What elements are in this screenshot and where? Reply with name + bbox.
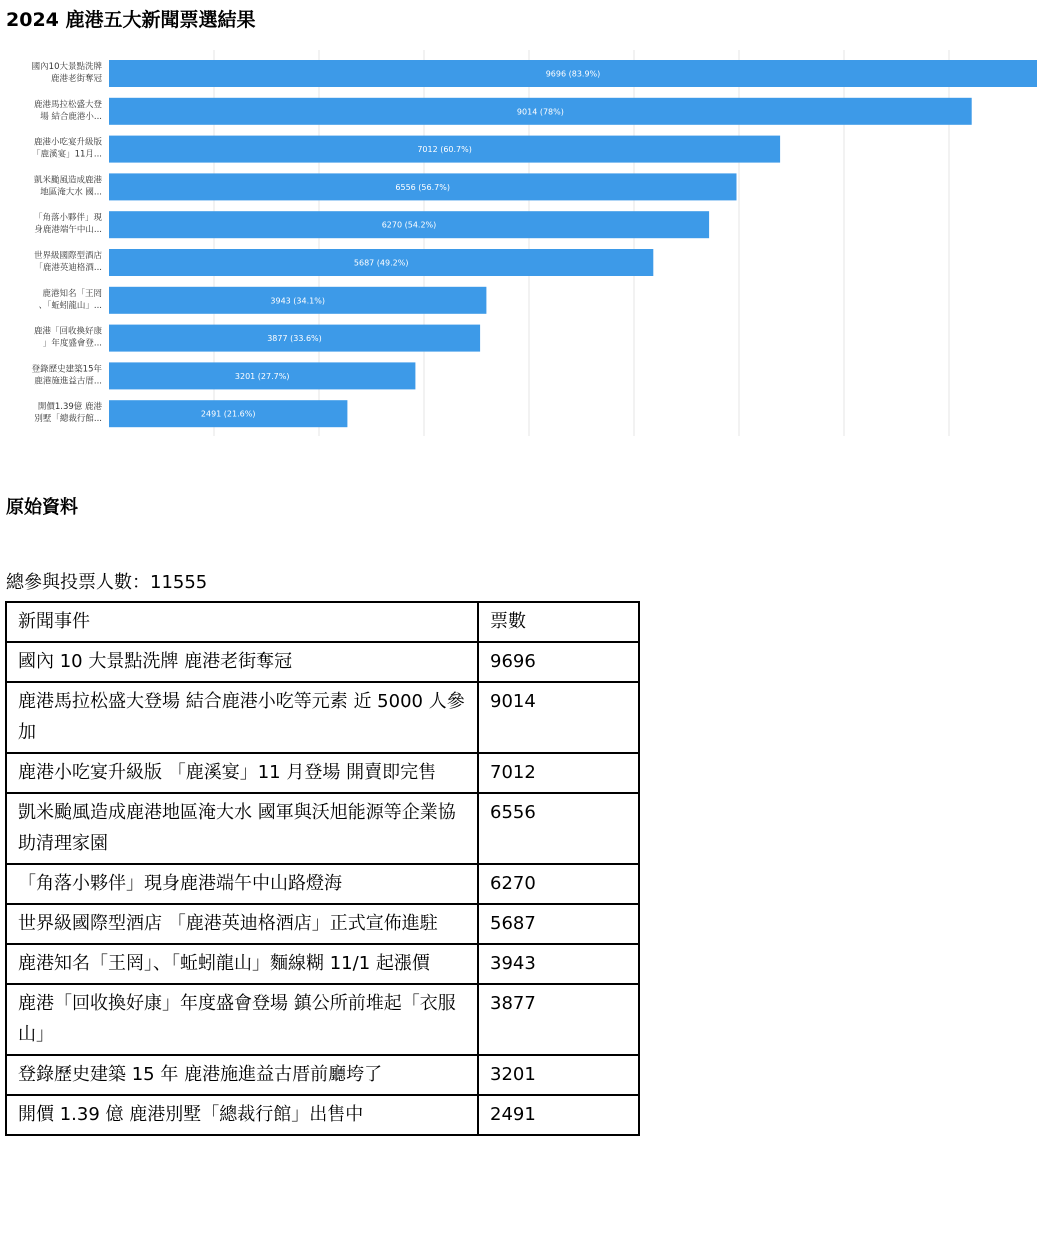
chart-category-labels bbox=[32, 61, 103, 424]
table-cell-event: 開價 1.39 億 鹿港別墅「總裁行館」出售中 bbox=[6, 1095, 478, 1135]
category-label: 國內10大景點洗牌 bbox=[31, 62, 102, 72]
total-voters-line bbox=[6, 571, 207, 595]
table-row bbox=[6, 944, 639, 984]
table-row bbox=[6, 1055, 639, 1095]
category-label: 鹿港馬拉松盛大登 bbox=[33, 99, 102, 110]
bar-data-label: 3943 (34.1%) bbox=[270, 296, 325, 306]
table-cell-votes: 2491 bbox=[478, 1095, 639, 1135]
table-header-votes: 票數 bbox=[478, 602, 639, 642]
table-row bbox=[6, 904, 639, 944]
table-row bbox=[6, 642, 639, 682]
category-label: 」年度盛會登... bbox=[42, 338, 102, 349]
total-voters-label: 總參與投票人數： bbox=[6, 572, 150, 593]
category-label: 、「蚯蚓龍山」... bbox=[38, 300, 102, 311]
bar-data-label: 9696 (83.9%) bbox=[545, 69, 601, 79]
category-label: 「鹿港英迪格酒... bbox=[34, 263, 102, 273]
table-row bbox=[6, 1095, 639, 1135]
bar-data-label: 6556 (56.7%) bbox=[395, 182, 450, 192]
table-row bbox=[6, 864, 639, 904]
category-label: 凱米颱風造成鹿港 bbox=[33, 175, 102, 186]
table-cell-event: 「角落小夥伴」現身鹿港端午中山路燈海 bbox=[6, 864, 478, 904]
category-label: 開價1.39億 鹿港 bbox=[37, 402, 102, 413]
table-cell-votes: 6556 bbox=[478, 793, 639, 864]
table-cell-votes: 9014 bbox=[478, 682, 639, 753]
table-cell-votes: 5687 bbox=[478, 904, 639, 944]
vote-bar-chart bbox=[0, 50, 1049, 446]
table-cell-votes: 7012 bbox=[478, 753, 639, 793]
table-cell-event: 鹿港「回收換好康」年度盛會登場 鎮公所前堆起「衣服山」 bbox=[6, 984, 478, 1055]
category-label: 身鹿港端午中山... bbox=[34, 225, 102, 236]
category-label: 場 結合鹿港小... bbox=[40, 111, 102, 122]
table-row bbox=[6, 793, 639, 864]
category-label: 「鹿溪宴」11月... bbox=[32, 149, 102, 160]
category-label: 地區淹大水 國... bbox=[40, 187, 102, 198]
category-label: 鹿港小吃宴升級版 bbox=[33, 137, 102, 148]
table-row bbox=[6, 682, 639, 753]
bar-data-label: 6270 (54.2%) bbox=[381, 220, 437, 230]
bar-data-label: 3877 (33.6%) bbox=[267, 334, 322, 344]
table-header-row bbox=[6, 602, 639, 642]
table-cell-event: 凱米颱風造成鹿港地區淹大水 國軍與沃旭能源等企業協助清理家園 bbox=[6, 793, 478, 864]
table-row bbox=[6, 984, 639, 1055]
category-label: 鹿港老街奪冠 bbox=[50, 74, 102, 84]
table-cell-event: 登錄歷史建築 15 年 鹿港施進益古厝前廳垮了 bbox=[6, 1055, 478, 1095]
table-cell-event: 鹿港小吃宴升級版 「鹿溪宴」11 月登場 開賣即完售 bbox=[6, 753, 478, 793]
bar-data-label: 9014 (78%) bbox=[516, 107, 564, 117]
table-cell-votes: 3877 bbox=[478, 984, 639, 1055]
category-label: 鹿港知名「王罔 bbox=[42, 288, 102, 299]
table-cell-votes: 9696 bbox=[478, 642, 639, 682]
table-cell-event: 國內 10 大景點洗牌 鹿港老街奪冠 bbox=[6, 642, 478, 682]
category-label: 鹿港「回收換好康 bbox=[33, 326, 102, 337]
raw-data-table-body bbox=[6, 602, 639, 1135]
raw-data-heading: 原始資料 bbox=[6, 497, 78, 518]
table-cell-votes: 3201 bbox=[478, 1055, 639, 1095]
table-row bbox=[6, 753, 639, 793]
page-title: 2024 鹿港五大新聞票選結果 bbox=[6, 9, 256, 31]
raw-data-table bbox=[5, 601, 640, 1136]
total-voters-value: 11555 bbox=[150, 572, 208, 593]
table-cell-event: 世界級國際型酒店 「鹿港英迪格酒店」正式宣佈進駐 bbox=[6, 904, 478, 944]
table-cell-votes: 6270 bbox=[478, 864, 639, 904]
table-header-event: 新聞事件 bbox=[6, 602, 478, 642]
category-label: 世界級國際型酒店 bbox=[33, 251, 102, 261]
table-cell-event: 鹿港馬拉松盛大登場 結合鹿港小吃等元素 近 5000 人參加 bbox=[6, 682, 478, 753]
category-label: 鹿港施進益古厝... bbox=[34, 376, 102, 387]
category-label: 登錄歷史建築15年 bbox=[31, 364, 102, 375]
category-label: 別墅「總裁行館... bbox=[34, 414, 102, 425]
table-cell-votes: 3943 bbox=[478, 944, 639, 984]
bar-data-label: 7012 (60.7%) bbox=[417, 145, 472, 155]
category-label: 「角落小夥伴」現 bbox=[33, 213, 102, 224]
table-cell-event: 鹿港知名「王罔」、「蚯蚓龍山」麵線糊 11/1 起漲價 bbox=[6, 944, 478, 984]
bar-data-label: 2491 (21.6%) bbox=[200, 409, 256, 419]
chart-bars bbox=[109, 60, 1037, 427]
bar-data-label: 5687 (49.2%) bbox=[353, 258, 409, 268]
bar-data-label: 3201 (27.7%) bbox=[234, 371, 290, 381]
